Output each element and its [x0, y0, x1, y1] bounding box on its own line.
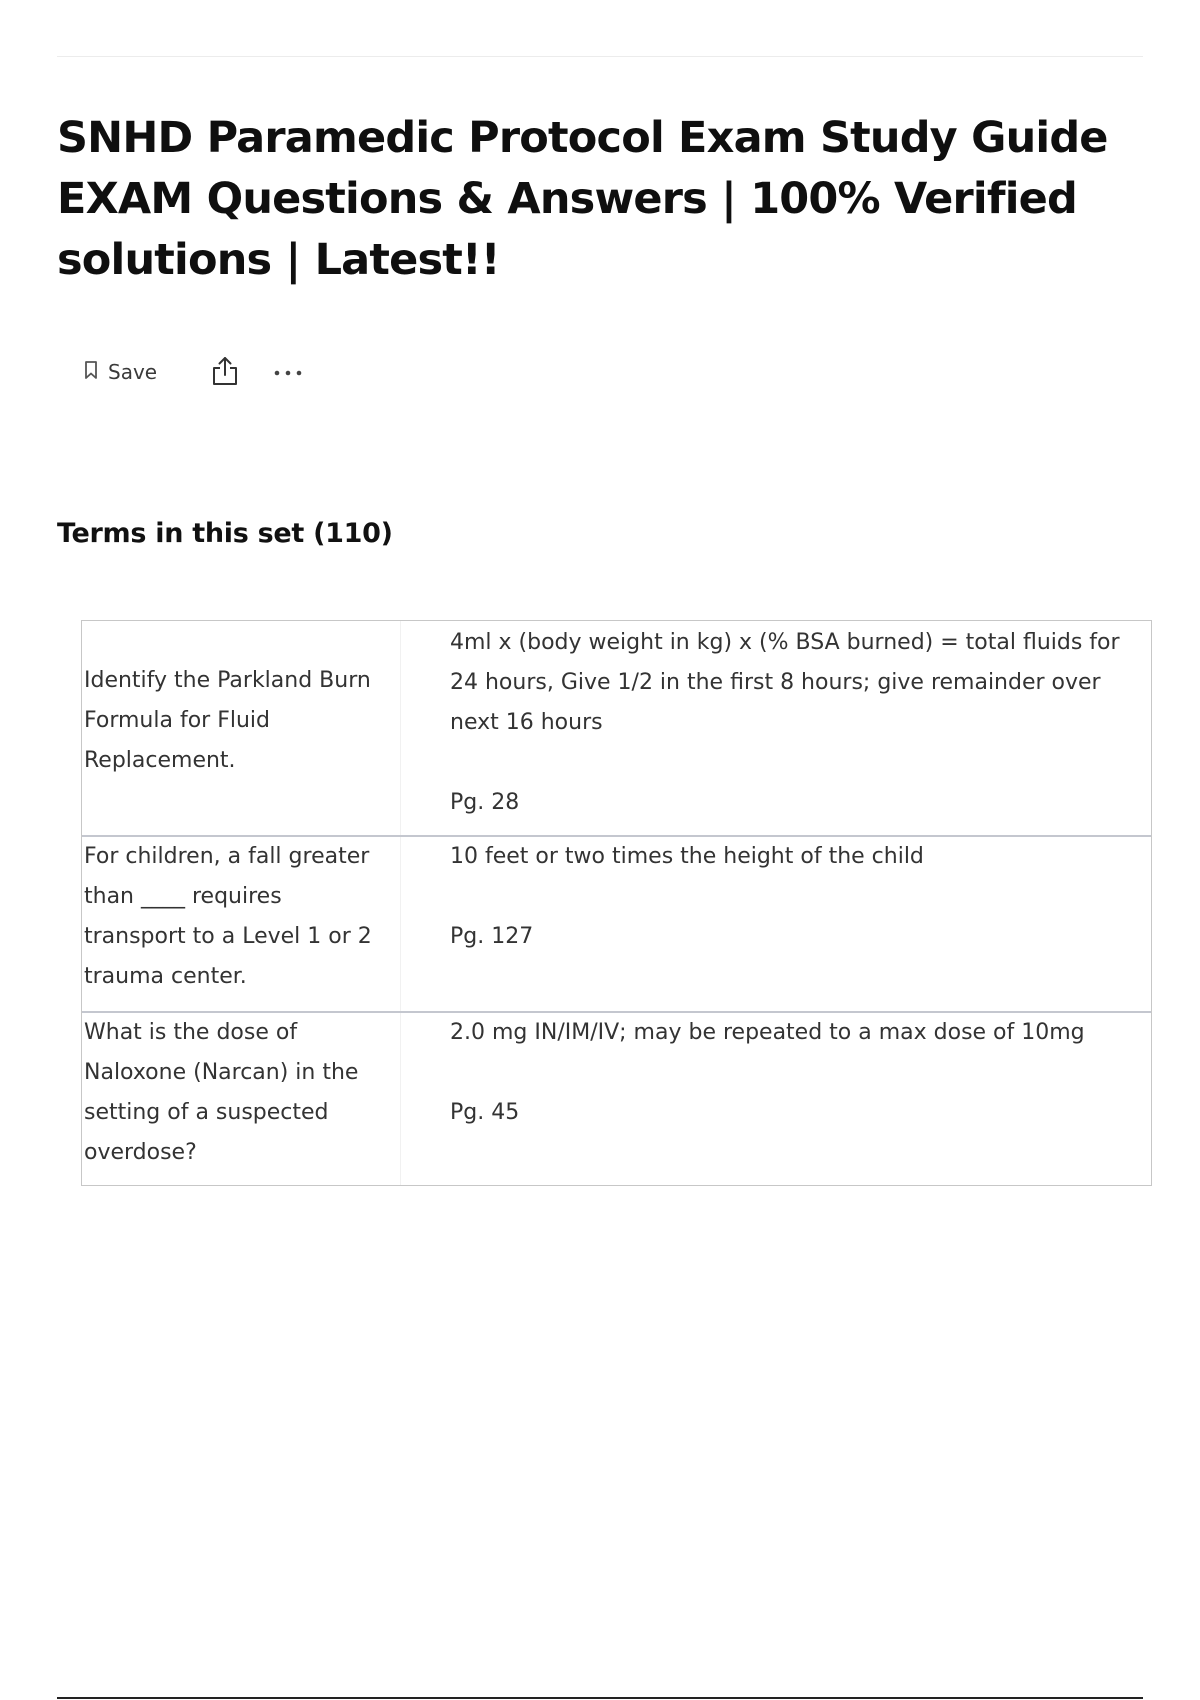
terms-table	[81, 620, 1152, 1186]
term-card[interactable]	[82, 1011, 1151, 1185]
term-card[interactable]	[82, 835, 1151, 1011]
page-reference: Pg. 45	[450, 1100, 520, 1125]
page-title: SNHD Paramedic Protocol Exam Study Guide EXAM Questions & Answers | 100% Verified solutions | Latest!!	[57, 113, 1108, 285]
term-text: What is the dose of Naloxone (Narcan) in the setting of a suspected overdose?	[82, 1013, 401, 1185]
bookmark-icon	[84, 360, 98, 385]
share-button[interactable]	[211, 355, 239, 390]
bottom-divider	[57, 1697, 1143, 1699]
definition-text: 4ml x (body weight in kg) x (% BSA burned) = total fluids for 24 hours, Give 1/2 in the first 8 hours; give remainder over next 16 hours	[450, 630, 1120, 735]
definition	[401, 621, 1151, 835]
more-options-button[interactable]	[273, 365, 303, 380]
top-divider	[57, 56, 1143, 57]
save-button[interactable]	[84, 360, 157, 385]
term-text: Identify the Parkland Burn Formula for Fluid Replacement.	[82, 621, 401, 835]
definition	[401, 837, 1151, 1011]
save-label: Save	[108, 360, 158, 384]
page-reference: Pg. 28	[450, 790, 520, 815]
more-options-icon	[273, 365, 303, 380]
terms-heading: Terms in this set (110)	[57, 518, 393, 549]
action-bar	[84, 354, 303, 390]
definition-text: 10 feet or two times the height of the child	[450, 844, 924, 869]
share-icon	[211, 355, 239, 390]
definition-text: 2.0 mg IN/IM/IV; may be repeated to a max dose of 10mg	[450, 1020, 1085, 1045]
page-reference: Pg. 127	[450, 924, 534, 949]
term-card[interactable]	[82, 621, 1151, 835]
term-text: For children, a fall greater than ____ requires transport to a Level 1 or 2 trauma center.	[82, 837, 401, 1011]
definition	[401, 1013, 1151, 1185]
